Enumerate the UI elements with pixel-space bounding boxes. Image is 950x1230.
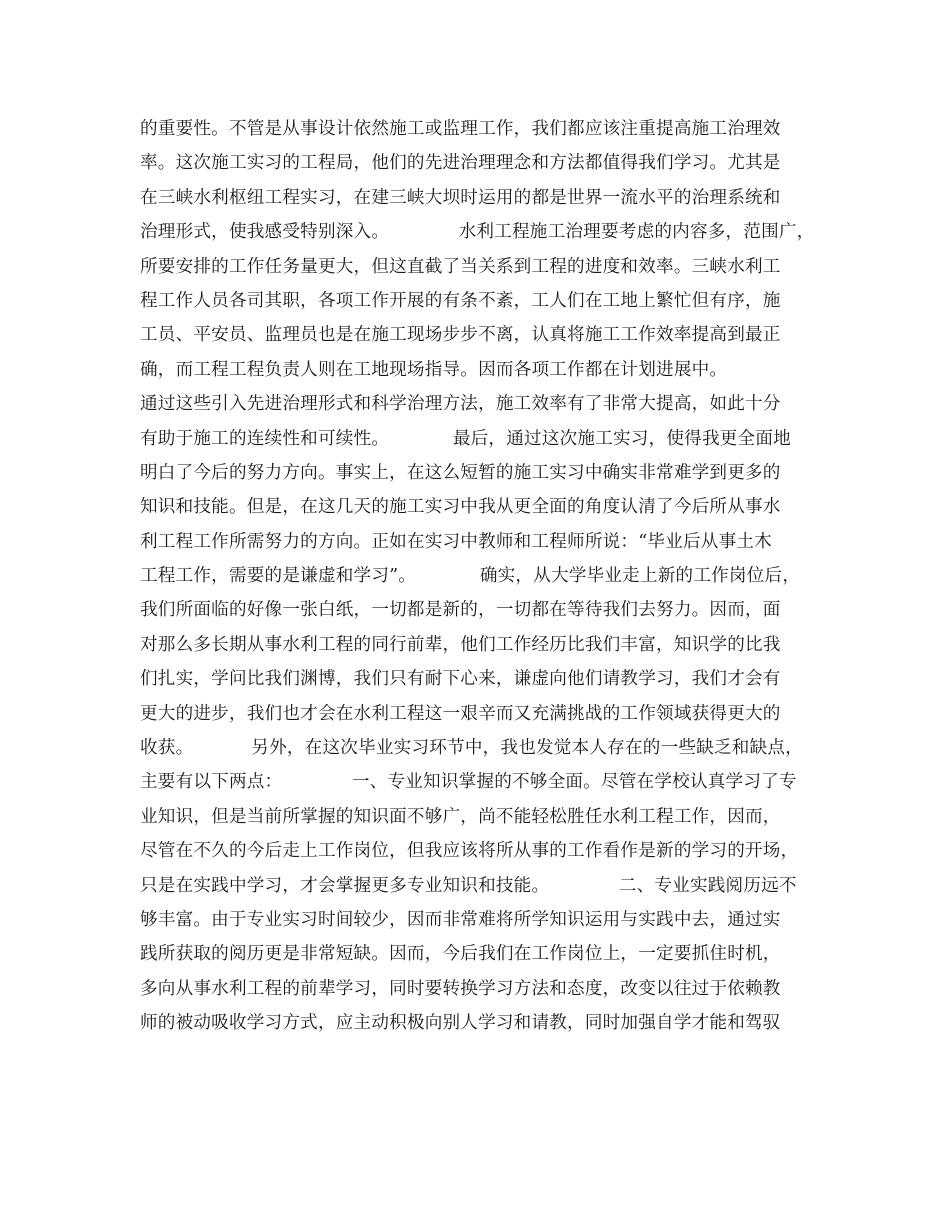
text-line: 更大的进步，我们也才会在水利工程这一艰辛而又充满挑战的工作领域获得更大的 <box>140 703 781 724</box>
text-line: 对那么多长期从事水利工程的同行前辈，他们工作经历比我们丰富，知识学的比我 <box>140 634 781 655</box>
text-line: 们扎实，学问比我们渊博，我们只有耐下心来，谦虚向他们请教学习，我们才会有 <box>140 669 781 690</box>
text-line: 主要有以下两点： 一、专业知识掌握的不够全面。尽管在学校认真学习了专 <box>140 772 797 793</box>
text-line: 通过这些引入先进治理形式和科学治理方法，施工效率有了非常大提高，如此十分 <box>140 394 781 415</box>
body-text <box>140 112 820 1041</box>
text-line: 多向从事水利工程的前辈学习，同时要转换学习方法和态度，改变以往过于依赖教 <box>140 978 781 999</box>
text-line: 业知识，但是当前所掌握的知识面不够广，尚不能轻松胜任水利工程工作，因而， <box>140 806 781 827</box>
text-line: 尽管在不久的今后走上工作岗位，但我应该将所从事的工作看作是新的学习的开场， <box>140 841 799 862</box>
text-line: 率。这次施工实习的工程局，他们的先进治理理念和方法都值得我们学习。尤其是 <box>140 153 781 174</box>
text-line: 程工作人员各司其职，各项工作开展的有条不紊，工人们在工地上繁忙但有序，施 <box>140 290 781 311</box>
text-line: 践所获取的阅历更是非常短缺。因而，今后我们在工作岗位上，一定要抓住时机， <box>140 944 781 965</box>
text-line: 收获。 另外，在这次毕业实习环节中，我也发觉本人存在的一些缺乏和缺点， <box>140 738 803 759</box>
text-line: 所要安排的工作任务量更大，但这直截了当关系到工程的进度和效率。三峡水利工 <box>140 256 781 277</box>
text-line: 我们所面临的好像一张白纸，一切都是新的，一切都在等待我们去努力。因而，面 <box>140 600 781 621</box>
text-line: 的重要性。不管是从事设计依然施工或监理工作，我们都应该注重提高施工治理效 <box>140 119 781 139</box>
text-line: 治理形式，使我感受特别深入。 水利工程施工治理要考虑的内容多，范围广， <box>140 222 815 243</box>
text-line: 够丰富。由于专业实习时间较少，因而非常难将所学知识运用与实践中去，通过实 <box>140 909 781 930</box>
text-line: 知识和技能。但是，在这几天的施工实习中我从更全面的角度认清了今后所从事水 <box>140 497 781 518</box>
text-line: 工员、平安员、监理员也是在施工现场步步不离，认真将施工工作效率提高到最正 <box>140 325 781 346</box>
text-line: 明白了今后的努力方向。事实上，在这么短暂的施工实习中确实非常难学到更多的 <box>140 462 781 483</box>
text-line: 师的被动吸收学习方式，应主动积极向别人学习和请教，同时加强自学才能和驾驭 <box>140 1013 781 1034</box>
text-line: 利工程工作所需努力的方向。正如在实习中教师和工程师所说：“毕业后从事土木 <box>140 531 772 552</box>
text-line: 工程工作，需要的是谦虚和学习”。 确实，从大学毕业走上新的工作岗位后， <box>140 566 801 587</box>
text-line: 在三峡水利枢纽工程实习，在建三峡大坝时运用的都是世界一流水平的治理系统和 <box>140 187 781 208</box>
text-line: 只是在实践中学习，才会掌握更多专业知识和技能。 二、专业实践阅历远不 <box>140 875 797 896</box>
text-line: 有助于施工的连续性和可续性。 最后，通过这次施工实习，使得我更全面地 <box>140 428 791 449</box>
text-line: 确，而工程工程负责人则在工地现场指导。因而各项工作都在计划进展中。 <box>140 359 728 380</box>
